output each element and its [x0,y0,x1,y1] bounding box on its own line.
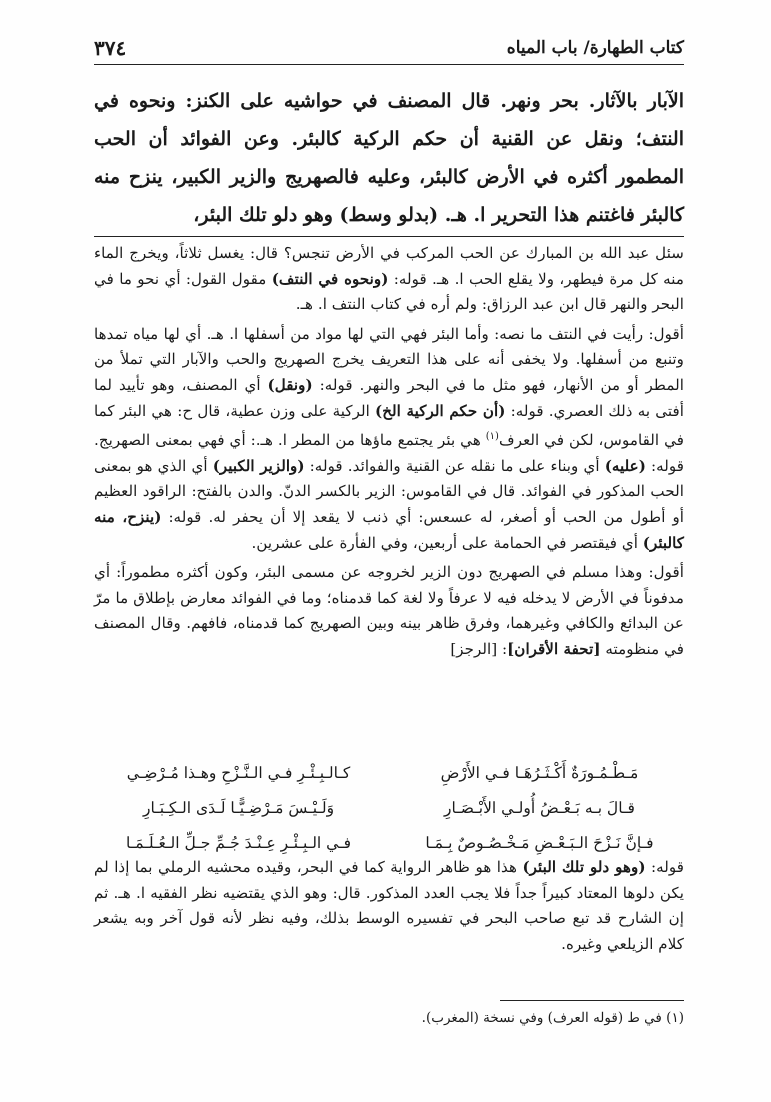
quoted-lemma: (والزير الكبير) [212,456,305,475]
header-rule [94,64,684,65]
commentary [94,241,684,667]
commentary-paragraph-2 [94,322,684,556]
commentary-paragraph-1 [94,241,684,318]
verse-first-hemistich: مَـطْـمُـورَةٌ أَكْـثَـرُهَـا فـي الأَرْضِ [440,764,639,782]
text-run: أي المصنف، وهو تأييد لما أفتى به ذلك العصري. قوله: [94,375,684,420]
footnote: (١) في ط (قوله العرف) وفي نسخة (المغرب). [421,1010,684,1026]
text-run: قوله: [645,858,684,876]
footnote-rule [500,1000,684,1001]
main-paragraph: الآبار بالآثار. بحر ونهر. قال المصنف في حواشيه على الكنز: ونحوه في النتف؛ ونقل عن القنية أن حكم الركية كالبئر. وعن الفوائد أن الحب المطمور أكثره في الأرض كالبئر، وعليه فالصهريج والزير الكبير، ينزح منه كالبئر فاغتنم هذا التحرير ا. هـ. (بدلو وسط) وهو دلو تلك البئر، [94,90,684,226]
text-run: أي وبناء على ما نقله عن القنية والفوائد. قوله: [304,456,605,475]
verse-first-hemistich: قـالَ بـه بَـعْـضُ أُولـي الأَبْـصَـارِ [444,799,635,817]
quoted-lemma: (ينزح، منه كالبئر) [94,508,684,552]
verse-second-hemistich: وَلَـيْـسَ مَـرْضِـيًّـا لَـدَى الـكِـبَـارِ [142,799,335,817]
verse-second-hemistich: فـي الـبِـئْـرِ عِـنْـدَ جُـمِّ جـلِّ الـعُـلَـمَـا [126,834,352,852]
poem-verse [94,791,684,826]
poem-verse [94,756,684,791]
footnote-marker: (١) [485,431,499,443]
quoted-lemma: (وهو دلو تلك البئر) [522,858,646,876]
quoted-lemma: (عليه) [604,456,646,475]
text-run: سئل عبد الله بن المبارك عن الحب المركب في الأرض تنجس؟ قال: يغسل ثلاثاً، ويخرج الماء منه كل مرة فيطهر، ولا يقلع الحب ا. هـ. قوله: [94,244,684,288]
text-run: الركية على وزن عطية، قال ح: هي البئر كما في القاموس، لكن في العرف [94,401,684,450]
commentary-continued [94,855,684,957]
text-run: أقول: وهذا مسلم في الصهريج دون الزير لخروجه عن مسمى البئر، وكون أكثره مطموراً: أي مدفوناً في الأرض لا يدخله فيه لا عرفاً ولا لغة كما قدمناه؛ وما في الفوائد معارض بإطلاق ما مرّ عن البدائع والكافي وغيرهما، وفرق ظاهر بينه وبين الصهريج كما قدمناه، فافهم. وقال المصنف في منظومته [94,563,684,658]
text-run: مقول القول: أي نحو ما في البحر والنهر قال ابن عبد الرزاق: ولم أره في كتاب النتف ا. هـ. [94,269,684,314]
quoted-lemma: (ونقل) [267,375,313,394]
verse-first-hemistich: فـإنَّ نَـزْحَ الـبَـعْـضِ مَـخْـصُـوصٌ بِـمَـا [425,834,654,852]
main-text [94,82,684,234]
running-title: كتاب الطهارة/ باب المياه [506,38,684,58]
text-run: أقول: رأيت في النتف ما نصه: وأما البئر فهي التي لها مواد من أسفلها ا. هـ. أي لها مياه تمدها وتنبع من أسفلها. ولا يخفى أنه على هذا التعريف يخرج الصهريج والحب والآبار التي تملأ من المطر أو من الأنهار، فهو مثل ما في البحر والنهر. قوله: [94,324,684,394]
commentary-paragraph-3 [94,560,684,662]
quoted-lemma: (أن حكم الركية الخ) [375,401,506,420]
text-run: أي الذي هو بمعنى الحب المذكور في الفوائد. قال في القاموس: الزير بالكسر الدنّ. والدن بالفتح: الراقود العظيم أو أطول من الحب أو أصغر، له عسعس: أي ذنب لا يقعد إلا أن يحفر له. قوله: [94,456,684,526]
poem [94,756,684,861]
commentary-paragraph-4 [94,855,684,957]
text-run: هي بئر يجتمع ماؤها من المطر ا. هـ.: أي فهي بمعنى الصهريج. قوله: [94,431,684,475]
verse-second-hemistich: كـالـبِـئْـرِ فـي الـنَّـزْحِ وهـذا مُـرْضِـي [126,764,351,782]
text-run: : [الرجز] [450,639,508,658]
page-number: ٣٧٤ [94,36,127,60]
quoted-lemma: [تحفة الأقران] [507,639,601,658]
text-run: هذا هو ظاهر الرواية كما في البحر، وقيده محشيه الرملي بما إذا لم يكن دلوها المعتاد كبيراً جداً فلا يجب العدد المذكور. قال: وهو الذي يقتضيه نظر الفقيه ا. هـ. ثم إن الشارح قد تبع صاحب البحر في تفسيره الوسط بذلك، وفيه نظر لأنه قول آخر وبه يشعر كلام الزيلعي وغيره. [94,858,684,953]
quoted-lemma: (ونحوه في النتف) [271,269,389,288]
section-divider [94,236,684,237]
page-header [94,34,684,64]
text-run: أي فيقتصر في الحمامة على أربعين، وفي الفأرة على عشرين. [251,533,643,552]
